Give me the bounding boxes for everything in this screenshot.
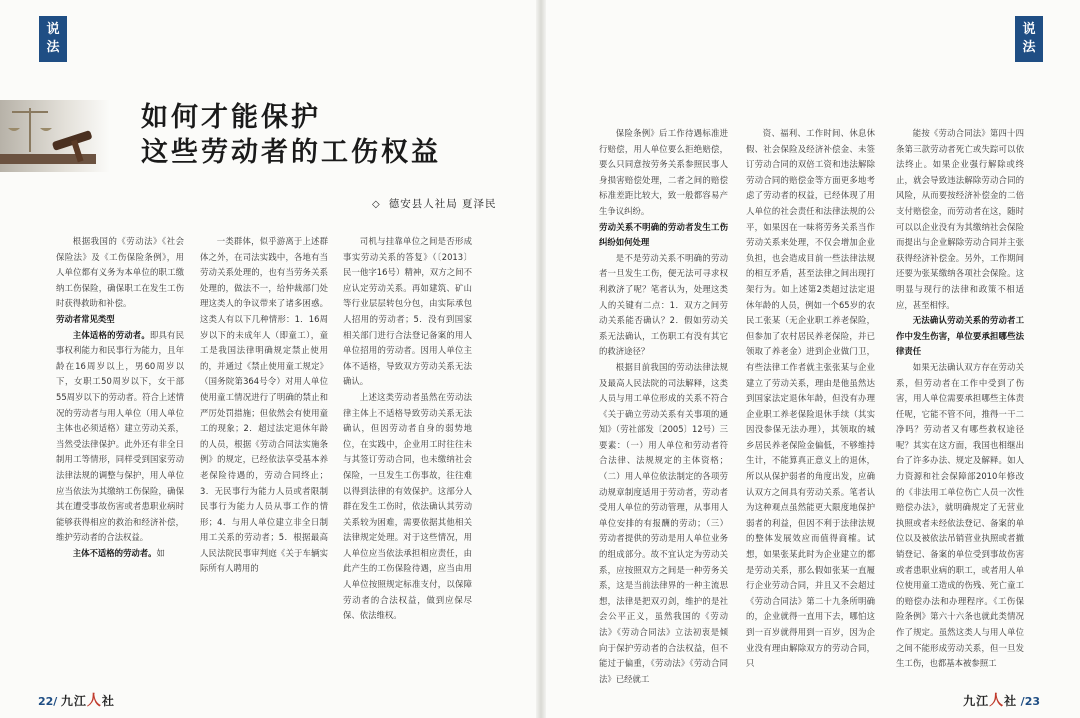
title-line: 如何才能保护 <box>141 102 321 133</box>
section-tab-left <box>39 16 67 62</box>
body-paragraph: 资、福利、工作时间、休息休假、社会保险及经济补偿金、未签订劳动合同的双倍工资和违法解除劳动合同的赔偿金等方面更多地考虑了劳动者的权益，已经体现了用人单位的社会责任和法律法规的公平，如果因在一味将劳务关系当作劳动关系来处理，不仅会增加企业负担，也会造成目前一些法律法规的相互矛盾，甚至法律之间出现打架行为。如上述第2类超过法定退休年龄的人员，例如一个65岁的农民工张某（无企业职工养老保险，但参加了农村居民养老保险，并已领取了养老金）进到企业做门卫，有些法律工作者就主张张某与企业建立了劳动关系，理由是他虽然达到国家法定退休年龄，但没有办理企业职工养老保险退休手续（其实因没参保无法办理），其领取的城乡居民养老保险金偏低，不够维持生计，不能算真正意义上的退休，所以从保护弱者的角度出发，应确认双方之间具有劳动关系。笔者认为这种观点虽然能更大限度地保护弱者的利益，但因不利于法律法规的整体发展效应而值得商榷。试想，如果张某此时为企业建立的都是劳动关系，那么假如张某一直履行企业劳动合同，并且又不会超过《劳动合同法》第二十九条所明确的，企业就得一直用下去，哪怕这到一百岁就得用到一百岁，因为企业没有理由解除双方的劳动合同，只 <box>746 128 875 669</box>
footer-right <box>963 690 1040 710</box>
magazine-name: 九江人社 <box>60 693 115 709</box>
section-tab-char: 说 <box>46 22 60 37</box>
body-paragraph: 主体不适格的劳动者。如 <box>72 547 165 558</box>
section-tab-char: 说 <box>1022 22 1036 37</box>
body-paragraph: 司机与挂靠单位之间是否形成事实劳动关系的答复》（〔2013〕民一他字16号）精神，双方之间不应认定劳动关系。再如建筑、矿山等行业层层转包分包，由实际承包人招用的劳动者；5．没有到国家相关部门进行合法登记备案的用人单位招用的劳动者。因用人单位主体不适格，导致双方劳动关系无法确认。 <box>343 236 472 387</box>
body-column-2 <box>200 234 328 664</box>
article-title <box>141 100 441 170</box>
section-heading: 劳动关系不明确的劳动者发生工伤纠纷如何处理 <box>599 221 728 248</box>
body-column-6 <box>896 126 1024 669</box>
byline-author: 德安县人社局 夏泽民 <box>388 198 497 210</box>
diamond-icon: ◇ <box>372 199 381 210</box>
body-paragraph <box>896 313 1024 360</box>
page-number: 22/ <box>38 695 58 708</box>
body-paragraph: 如果无法确认双方存在劳动关系，但劳动者在工作中受到了伤害，用人单位需要承担哪些主体责任呢，它能不管不问，推得一干二净吗？劳动者又有哪些救权途径呢？其实在这方面，我国也相继出台了许多办法、规定及解释。如人力资源和社会保障部2010年修改的《非法用工单位伤亡人员一次性赔偿办法》，就明确规定了无营业执照或者未经依法登记、备案的单位以及被依法吊销营业执照或者撤销登记、备案的单位受到事故伤害或者患职业病的职工，或者用人单位使用童工造成的伤残、死亡童工的赔偿办法和办理程序。《工伤保险条例》第六十六条也就此类情况作了规定。虽然这类人与用人单位之间不能形成劳动关系，但一旦发生工伤，也都基本被参照工 <box>896 361 1024 669</box>
body-column-5 <box>746 126 875 669</box>
body-column-1 <box>56 234 184 664</box>
body-paragraph: 一类群体，似乎游离于上述群体之外，在司法实践中，各地有当劳动关系处理的，也有当劳务关系处理的，做法不一，给仲裁部门处理这类人的争议带来了诸多困惑。这类人有以下几种情形：1．16周岁以下的未成年人（即童工），童工是我国法律明确规定禁止使用的，并通过《禁止使用童工规定》（国务院第364号令）对用人单位使用童工情况进行了明确的禁止和严厉处罚措施；但依然会有使用童工的现象；2．超过法定退休年龄的人员，根据《劳动合同法实施条例》的规定，已经依法享受基本养老保险待遇的，劳动合同终止；3．无民事行为能力人员或者限制民事行为能力人员从事工作的情形；4．与用人单位建立非全日制用工关系的劳动者；5．根据最高人民法院民事审判庭《关于车辆实际所有人聘用的 <box>200 236 328 574</box>
title-line: 这些劳动者的工伤权益 <box>141 137 441 168</box>
section-tab-right <box>1015 16 1043 62</box>
section-tab-char: 法 <box>46 40 60 55</box>
page-number: /23 <box>1020 695 1040 708</box>
lead-in: 无法确认劳动关系的劳动者工作中发生伤害，单位要承担哪些法律责任 <box>896 315 1024 357</box>
body-paragraph: 根据目前我国的劳动法律法规及最高人民法院的司法解释，这类人员与用工单位形成的关系不符合《关于确立劳动关系有关事项的通知》（劳社部发〔2005〕12号）三要素：（一）用人单位和劳动者符合法律、法规规定的主体资格；（二）用人单位依法制定的各项劳动规章制度适用于劳动者，劳动者受用人单位的劳动管理，从事用人单位安排的有报酬的劳动；（三）劳动者提供的劳动是用人单位业务的组成部分。故不宜认定为劳动关系，应按照双方之间是一种劳务关系，这是当前法律界的一种主流思想，法律是把双刃剑，维护的是社会公平正义，虽然我国的《劳动法》《劳动合同法》立法初衷是倾向于保护劳动者的合法权益，但不能过于偏重，《劳动法》《劳动合同法》已经就工 <box>599 361 728 684</box>
body-paragraph: 是不是劳动关系不明确的劳动者一旦发生工伤，便无法可寻求权利救济了呢？笔者认为，处理这类人的关键有二点：1．双方之间劳动关系能否确认？2．假如劳动关系无法确认，工伤职工有没有其它的救济途径？ <box>599 252 728 357</box>
page-gutter <box>536 0 546 718</box>
body-column-4 <box>599 126 728 684</box>
body-paragraph: 主体适格的劳动者。即具有民事权利能力和民事行为能力，且年龄在16周岁以上，男60周岁以下，女职工50周岁以下，女干部55周岁以下的劳动者。符合上述情况的劳动者与用人单位（用人单位主体也必须适格）建立劳动关系，当然受法律保护。此外还有非全日制用工等情形，同样受到国家劳动法律法规的调整与保护，用人单位应当依法为其缴纳工伤保险，确保其在遭受事故伤害或者患职业病时能够获得相应的救治和经济补偿，维护劳动者的合法权益。 <box>56 329 185 543</box>
body-paragraph: 上述这类劳动者虽然在劳动法律主体上不适格导致劳动关系无法确认，但因劳动者自身的弱势地位，在实践中，企业用工时往往未与其签订劳动合同，也未缴纳社会保险，一旦发生工伤事故，往往难以得到法律的有效保护。这部分人群在发生工伤时，依法确认其劳动关系较为困难，需要依据其他相关法律规定处理。对于这些情况，用人单位应当依法承担相应责任，由此产生的工伤保险待遇，应当由用人单位按照规定标准支付，以保障劳动者的合法权益，做到应保尽保、依法维权。 <box>343 391 472 621</box>
body-column-3 <box>343 234 472 664</box>
footer-left <box>38 690 115 710</box>
gavel-scales-image <box>0 100 110 172</box>
body-paragraph: 保险条例》后工作待遇标准进行赔偿，用人单位要么拒绝赔偿，要么只同意按劳务关系参照民事人身损害赔偿处理，二者之间的赔偿标准差距比较大，致一般都容易产生争议纠纷。 <box>599 128 728 216</box>
section-tab-char: 法 <box>1022 40 1036 55</box>
lead-in: 主体不适格的劳动者。 <box>72 547 157 558</box>
body-paragraph: 根据我国的《劳动法》《社会保险法》及《工伤保险条例》，用人单位都有义务为本单位的职工缴纳工伤保险，确保职工在发生工伤时获得救助和补偿。 <box>56 236 184 309</box>
byline <box>372 196 497 211</box>
lead-in: 主体适格的劳动者。 <box>72 329 150 340</box>
section-heading: 劳动者常见类型 <box>56 313 115 324</box>
body-paragraph: 能按《劳动合同法》第四十四条第三款劳动者死亡或失踪可以依法终止。如果企业强行解除或终止，就会导致违法解除劳动合同的风险，从而要按经济补偿金的二倍支付赔偿金，而劳动者在这，随时可以以企业没有为其缴纳社会保险而提出与企业解除劳动合同并主张获得经济补偿金。另外，工作期间还要为张某缴纳各项社会保险。这明显与现行的法律和政策不相适应，甚至相悖。 <box>896 128 1024 310</box>
magazine-name: 九江人社 <box>963 693 1018 709</box>
